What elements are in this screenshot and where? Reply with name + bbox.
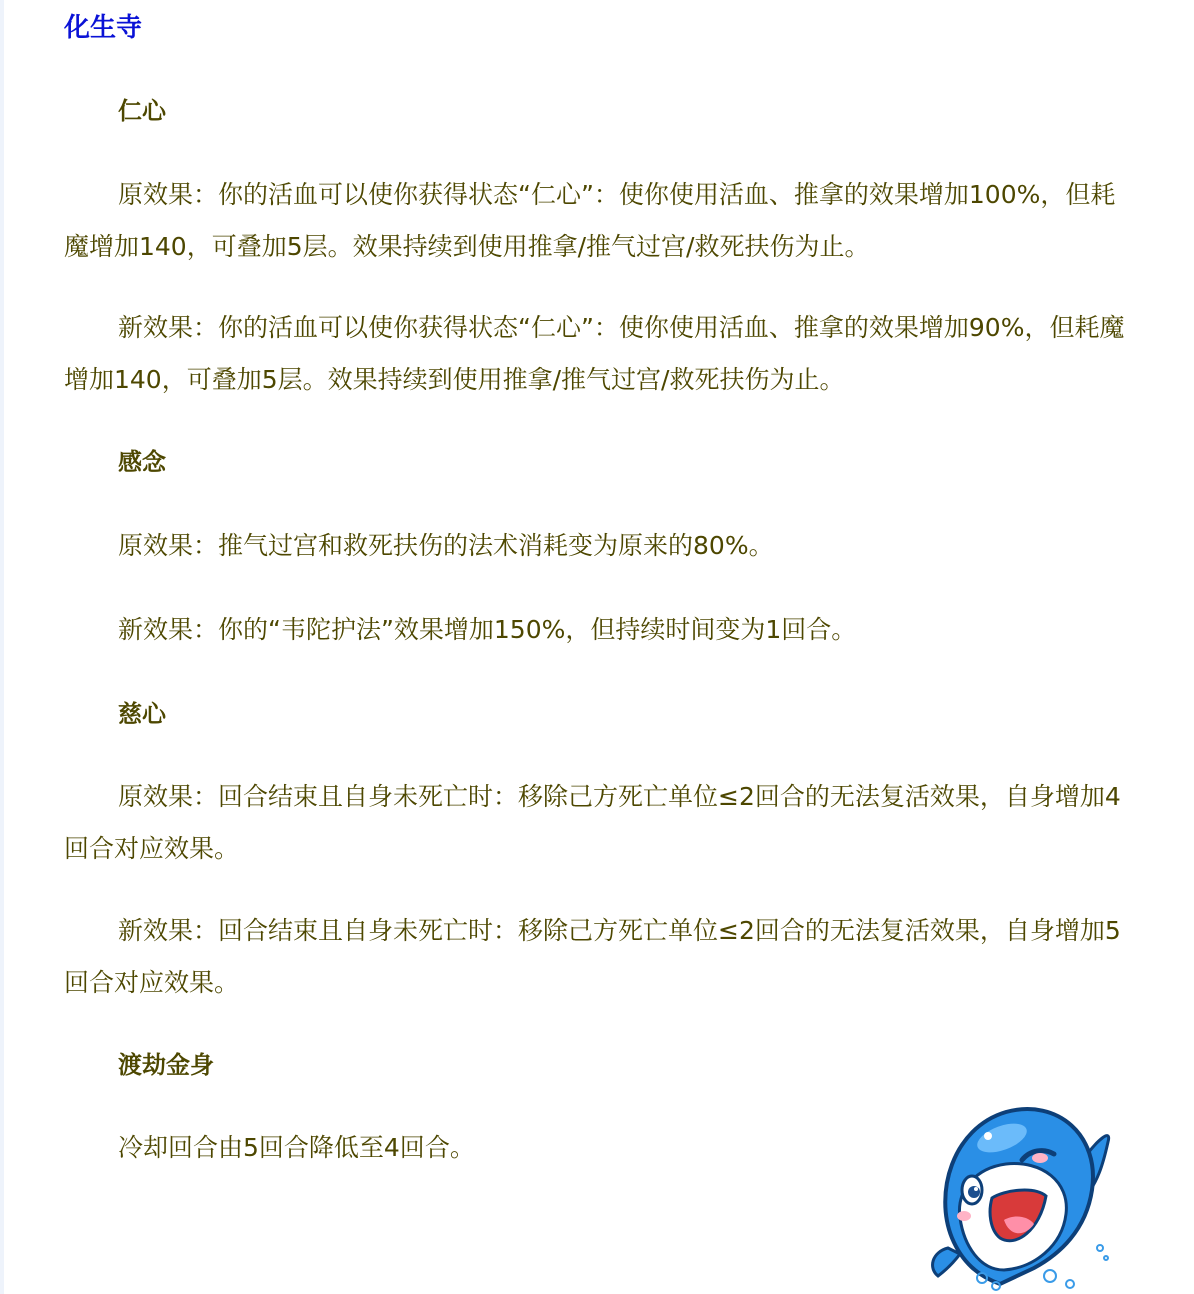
skill-cixin-original-effect: 原效果：回合结束且自身未死亡时：移除己方死亡单位≤2回合的无法复活效果，自身增加4回合对应效果。 xyxy=(64,782,1121,863)
left-edge-rule xyxy=(0,0,4,1294)
skill-cixin-new-effect: 新效果：回合结束且自身未死亡时：移除己方死亡单位≤2回合的无法复活效果，自身增加5回合对应效果。 xyxy=(64,916,1121,997)
dolphin-mascot-icon xyxy=(930,1098,1120,1294)
skill-name-cixin: 慈心 xyxy=(118,700,166,728)
skill-dujie-jinshen-effect: 冷却回合由5回合降低至4回合。 xyxy=(118,1133,475,1162)
skill-name-gannian: 感念 xyxy=(118,448,166,476)
section-title: 化生寺 xyxy=(64,13,143,43)
skill-name-dujie-jinshen: 渡劫金身 xyxy=(118,1051,214,1079)
skill-name-renxin: 仁心 xyxy=(118,97,166,125)
skill-renxin-original-effect: 原效果：你的活血可以使你获得状态“仁心”：使你使用活血、推拿的效果增加100%，但耗魔增加140，可叠加5层。效果持续到使用推拿/推气过宫/救死扶伤为止。 xyxy=(64,180,1116,261)
skill-renxin-new-effect: 新效果：你的活血可以使你获得状态“仁心”：使你使用活血、推拿的效果增加90%，但耗魔增加140，可叠加5层。效果持续到使用推拿/推气过宫/救死扶伤为止。 xyxy=(64,313,1125,394)
skill-gannian-original-effect: 原效果：推气过宫和救死扶伤的法术消耗变为原来的80%。 xyxy=(118,531,774,560)
skill-gannian-new-effect: 新效果：你的“韦陀护法”效果增加150%，但持续时间变为1回合。 xyxy=(118,615,857,644)
